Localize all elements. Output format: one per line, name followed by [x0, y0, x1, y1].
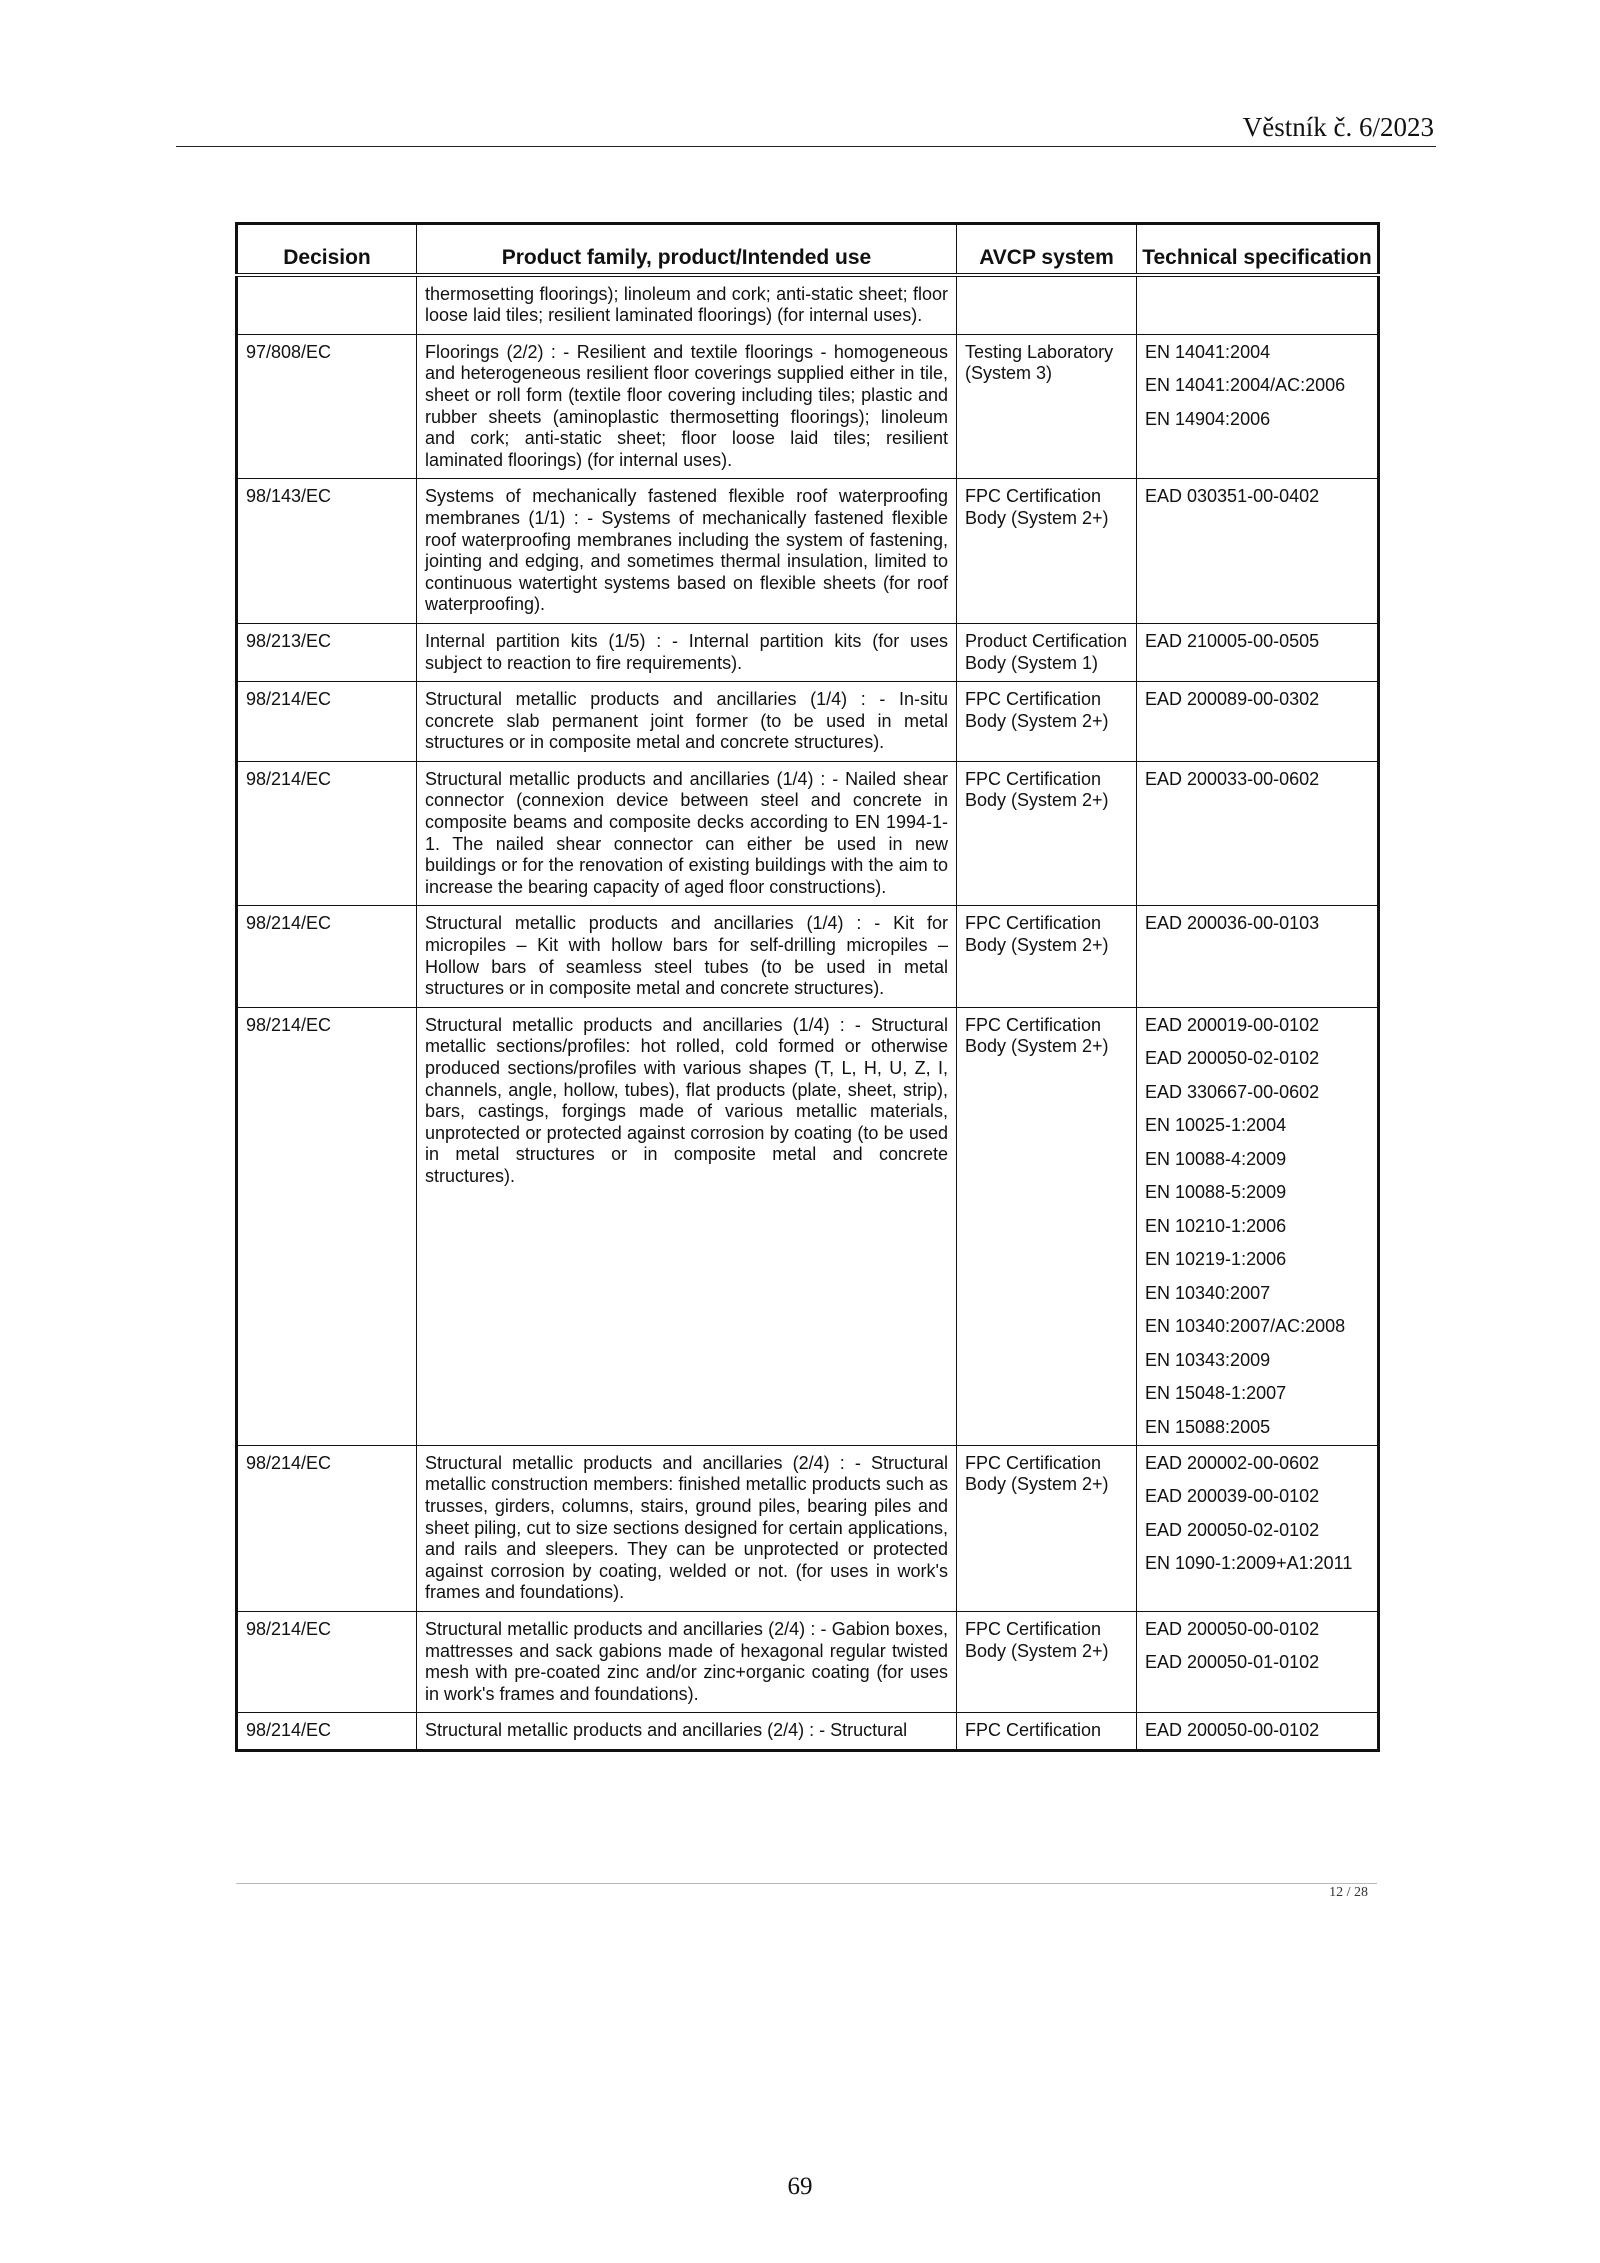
specification-item: EAD 210005-00-0505: [1145, 630, 1320, 651]
product-cell: Floorings (2/2) : - Resilient and textile floorings - homogeneous and heterogeneous resilient floor coverings supplied either in tile, sheet or roll form (textile floor covering including tiles; plastic and rubber sheets (aminoplastic thermosetting floorings); linoleum and cork; anti-static sheet; floor loose laid tiles; resilient laminated floorings) (for internal uses).: [417, 334, 957, 479]
bulletin-title: Věstník č. 6/2023: [1242, 112, 1434, 142]
table-row: [237, 479, 1379, 624]
specification-cell: [1137, 479, 1379, 624]
product-cell: Structural metallic products and ancillaries (2/4) : - Gabion boxes, mattresses and sack gabions made of hexagonal regular twisted mesh with pre-coated zinc and/or zinc+organic coating (for uses in work's frames and foundations).: [417, 1611, 957, 1712]
specification-item: EAD 200089-00-0302: [1145, 689, 1320, 710]
specification-item: EN 10340:2007: [1145, 1282, 1271, 1303]
specification-item: EAD 200050-00-0102: [1145, 1618, 1320, 1639]
specification-item: EN 14041:2004: [1145, 341, 1271, 362]
table-row: [237, 334, 1379, 479]
specification-item: EAD 030351-00-0402: [1145, 486, 1320, 507]
table-header-row: [237, 224, 1379, 275]
avcp-cell: FPC Certification Body (System 2+): [957, 1445, 1137, 1611]
specification-item: EN 10210-1:2006: [1145, 1215, 1287, 1236]
avcp-cell: FPC Certification Body (System 2+): [957, 906, 1137, 1007]
product-cell: Structural metallic products and ancillaries (2/4) : - Structural: [417, 1713, 957, 1751]
table-row: [237, 1713, 1379, 1751]
decision-cell: 98/213/EC: [237, 623, 417, 681]
decision-cell: 98/214/EC: [237, 682, 417, 762]
decision-cell: 98/143/EC: [237, 479, 417, 624]
product-cell: Structural metallic products and ancillaries (1/4) : - Kit for micropiles – Kit with hollow bars for self-drilling micropiles – Hollow bars of seamless steel tubes (to be used in metal structures or in composite metal and concrete structures).: [417, 906, 957, 1007]
decision-cell: 98/214/EC: [237, 1445, 417, 1611]
table-row: [237, 906, 1379, 1007]
table-row: [237, 1007, 1379, 1445]
specification-item: EN 10219-1:2006: [1145, 1249, 1287, 1270]
table-row: [237, 1445, 1379, 1611]
avcp-cell: FPC Certification Body (System 2+): [957, 1007, 1137, 1445]
table-row: [237, 761, 1379, 906]
specification-cell: [1137, 1611, 1379, 1712]
page-of-indicator: 12 / 28: [1329, 1885, 1368, 1900]
avcp-cell: FPC Certification Body (System 2+): [957, 682, 1137, 762]
product-cell: Internal partition kits (1/5) : - Internal partition kits (for uses subject to reaction to fire requirements).: [417, 623, 957, 681]
product-cell: Structural metallic products and ancillaries (2/4) : - Structural metallic construction members: finished metallic products such as trusses, girders, columns, stairs, ground piles, bearing piles and sheet piling, cut to size sections designed for certain applications, and rails and sleepers. They can be unprotected or protected against corrosion by coating, welded or not. (for uses in work's frames and foundations).: [417, 1445, 957, 1611]
specification-item: EAD 200039-00-0102: [1145, 1486, 1320, 1507]
product-cell: Systems of mechanically fastened flexible roof waterproofing membranes (1/1) : - Systems of mechanically fastened flexible roof waterproofing membranes including the system of fastening, jointing and edging, and sometimes thermal insulation, limited to continuous watertight systems based on flexible sheets (for roof waterproofing).: [417, 479, 957, 624]
avcp-cell: FPC Certification: [957, 1713, 1137, 1751]
column-header-avcp: AVCP system: [957, 224, 1137, 275]
decision-cell: 97/808/EC: [237, 334, 417, 479]
header-divider: [176, 146, 1436, 147]
product-cell: Structural metallic products and ancillaries (1/4) : - In-situ concrete slab permanent joint former (to be used in metal structures or in composite metal and concrete structures).: [417, 682, 957, 762]
table-body: [237, 275, 1379, 1751]
specification-cell: [1137, 1007, 1379, 1445]
specification-cell: [1137, 334, 1379, 479]
specification-item: EAD 200050-02-0102: [1145, 1048, 1320, 1069]
decision-cell: 98/214/EC: [237, 761, 417, 906]
product-cell: Structural metallic products and ancillaries (1/4) : - Structural metallic sections/profiles: hot rolled, cold formed or otherwise produced sections/profiles with various shapes (T, L, H, U, Z, I, channels, angle, hollow, tubes), flat products (plate, sheet, strip), bars, castings, forgings made of various metallic materials, unprotected or protected against corrosion by coating (to be used in metal structures or in composite metal and concrete structures).: [417, 1007, 957, 1445]
specification-item: EAD 330667-00-0602: [1145, 1081, 1320, 1102]
table-row: [237, 275, 1379, 335]
table-row: [237, 623, 1379, 681]
specification-item: EN 14904:2006: [1145, 408, 1271, 429]
table-row: [237, 1611, 1379, 1712]
decision-cell: 98/214/EC: [237, 1007, 417, 1445]
specification-table: [235, 222, 1380, 1752]
decision-cell: 98/214/EC: [237, 1611, 417, 1712]
column-header-product: Product family, product/Intended use: [417, 224, 957, 275]
specification-item: EAD 200002-00-0602: [1145, 1452, 1320, 1473]
specification-item: EAD 200050-01-0102: [1145, 1652, 1320, 1673]
specification-item: EN 15048-1:2007: [1145, 1383, 1287, 1404]
avcp-cell: Testing Laboratory (System 3): [957, 334, 1137, 479]
specification-item: EN 10340:2007/AC:2008: [1145, 1316, 1346, 1337]
avcp-cell: Product Certification Body (System 1): [957, 623, 1137, 681]
decision-cell: 98/214/EC: [237, 906, 417, 1007]
avcp-cell: [957, 275, 1137, 335]
specification-item: EN 10088-5:2009: [1145, 1182, 1287, 1203]
footer-divider: [236, 1883, 1377, 1884]
specification-cell: [1137, 761, 1379, 906]
decision-cell: [237, 275, 417, 335]
specification-item: EN 15088:2005: [1145, 1416, 1271, 1437]
specification-cell: [1137, 1713, 1379, 1751]
specification-cell: [1137, 682, 1379, 762]
specification-item: EAD 200033-00-0602: [1145, 768, 1320, 789]
specification-item: EAD 200050-00-0102: [1145, 1720, 1320, 1741]
specification-cell: [1137, 1445, 1379, 1611]
table-row: [237, 682, 1379, 762]
specification-item: EN 10025-1:2004: [1145, 1115, 1287, 1136]
specification-item: EAD 200050-02-0102: [1145, 1519, 1320, 1540]
avcp-cell: FPC Certification Body (System 2+): [957, 761, 1137, 906]
avcp-cell: FPC Certification Body (System 2+): [957, 479, 1137, 624]
specification-cell: [1137, 623, 1379, 681]
product-cell: thermosetting floorings); linoleum and cork; anti-static sheet; floor loose laid tiles; resilient laminated floorings) (for internal uses).: [417, 275, 957, 335]
page-number: 69: [787, 2173, 813, 2200]
specification-item: EN 14041:2004/AC:2006: [1145, 375, 1346, 396]
specification-item: EN 10343:2009: [1145, 1349, 1271, 1370]
product-cell: Structural metallic products and ancillaries (1/4) : - Nailed shear connector (connexion device between steel and concrete in composite beams and composite decks according to EN 1994-1-1. The nailed shear connector can either be used in new buildings or for the renovation of existing buildings with the aim to increase the bearing capacity of aged floor constructions).: [417, 761, 957, 906]
decision-cell: 98/214/EC: [237, 1713, 417, 1751]
column-header-decision: Decision: [237, 224, 417, 275]
column-header-specification: Technical specification: [1137, 224, 1379, 275]
specification-cell: [1137, 906, 1379, 1007]
specification-item: EAD 200019-00-0102: [1145, 1014, 1320, 1035]
specification-cell: [1137, 275, 1379, 335]
avcp-cell: FPC Certification Body (System 2+): [957, 1611, 1137, 1712]
specification-item: EN 10088-4:2009: [1145, 1148, 1287, 1169]
specification-item: EN 1090-1:2009+A1:2011: [1145, 1553, 1353, 1574]
specification-item: EAD 200036-00-0103: [1145, 913, 1320, 934]
